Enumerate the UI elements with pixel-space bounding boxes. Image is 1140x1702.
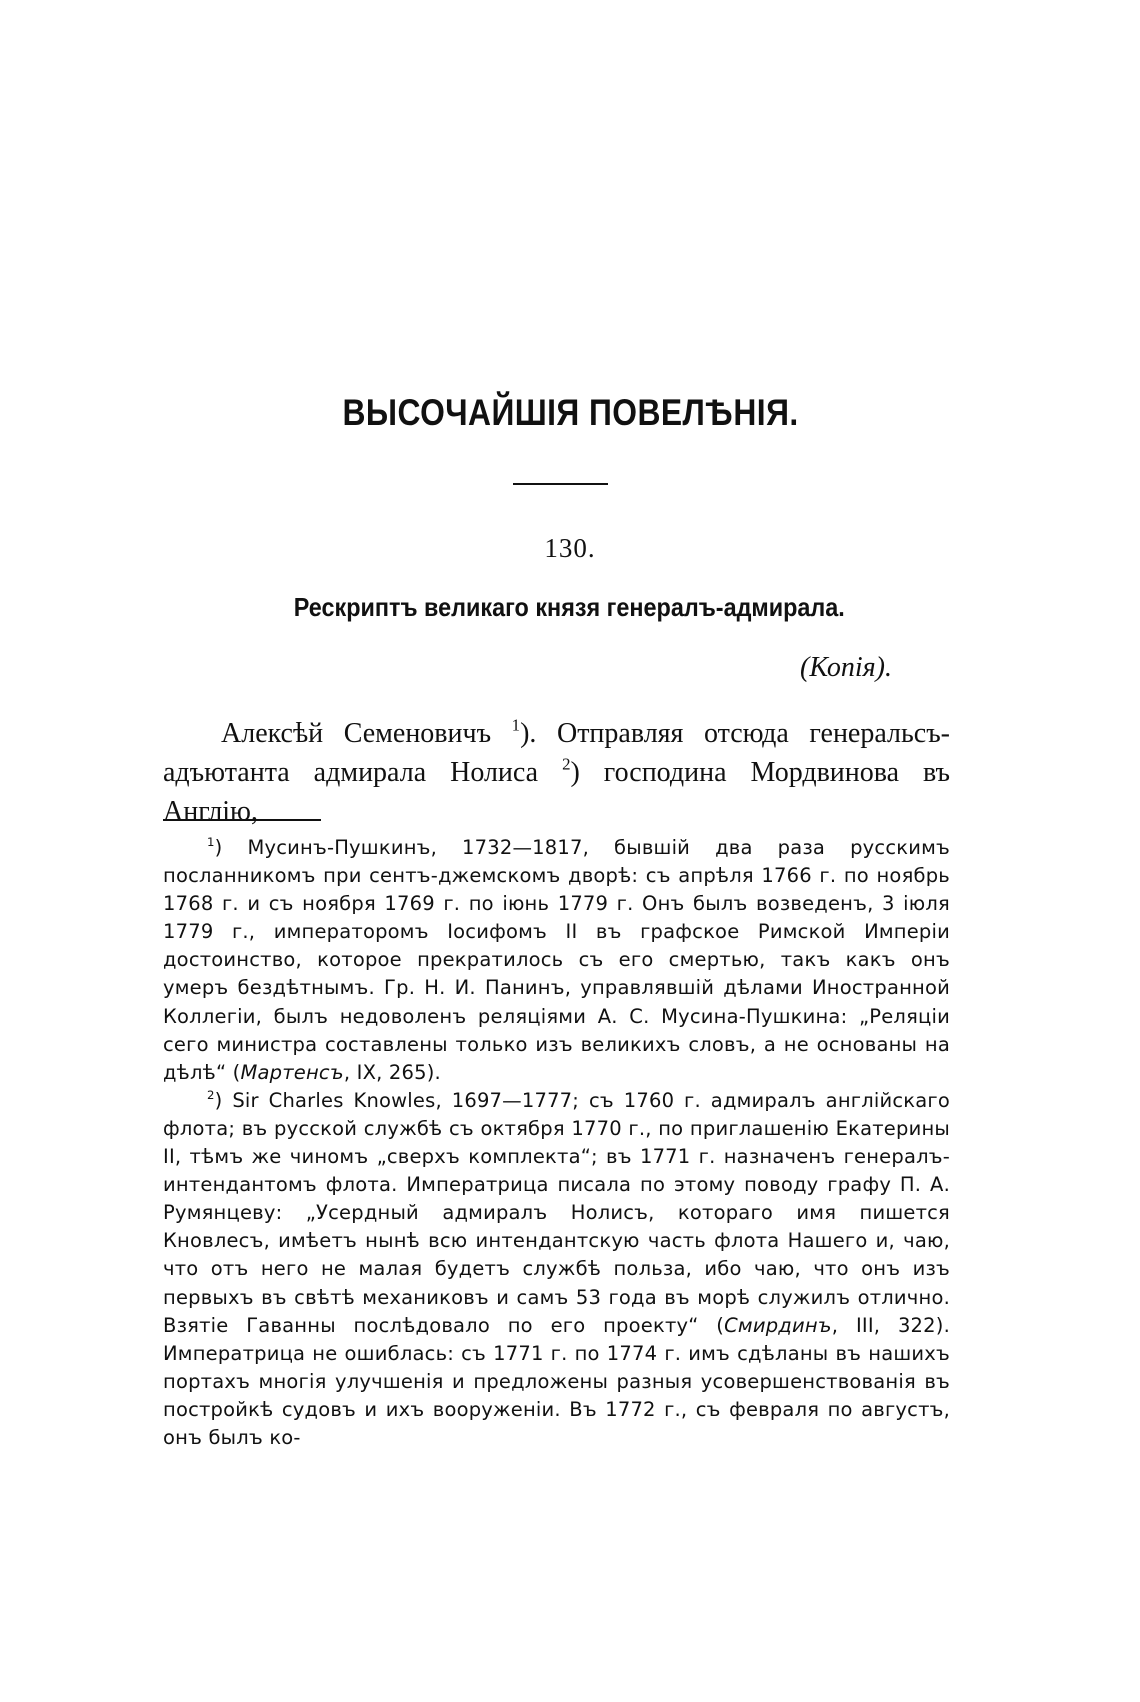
footnote-divider [163, 819, 321, 821]
document-number: 130. [544, 533, 596, 563]
footnote-text: ) Мусинъ-Пушкинъ, 1732—1817, бывшій два раза русскимъ посланникомъ при сентъ-джемскомъ дворѣ: съ апрѣля 1766 г. по ноябрь 1768 г. и съ ноября 1769 г. по іюнь 1779 г. Онъ былъ возведенъ, 3 іюля 1779 г., императоромъ Іосифомъ II въ графское Римской Имперіи достоинство, которое прекратилось съ его смертью, такъ какъ онъ умеръ бездѣтнымъ. Гр. Н. И. Панинъ, управлявшій дѣлами Иностранной Коллегіи, былъ недоволенъ реляціями А. С. Мусина-Пушкина: „Реляціи сего министра составлены только изъ великихъ словъ, а не основаны на дѣлѣ“ ( [163, 836, 950, 1084]
document-heading: Рескриптъ великаго князя генералъ-адмирала. [293, 592, 845, 622]
title-divider [513, 483, 608, 485]
footnote-ref-1: 1 [511, 715, 521, 735]
footnotes [163, 834, 950, 1452]
footnote-text: ) Sir Charles Knowles, 1697—1777; съ 1760 г. адмиралъ англійскаго флота; въ русской службѣ съ октября 1770 г., по приглашенію Екатерины II, тѣмъ же чиномъ „сверхъ комплекта“; въ 1771 г. назначенъ генералъ-интендантомъ флота. Императрица писала по этому поводу графу П. А. Румянцеву: „Усердный адмиралъ Нолисъ, котораго имя пишется Кновлесъ, имѣетъ нынѣ всю интендантскую часть флота Нашего и, чаю, что отъ него не малая будетъ службѣ польза, ибо чаю, что онъ изъ первыхъ въ свѣтѣ механиковъ и самъ 53 года въ морѣ служилъ отлично. Взятіе Гаванны послѣдовало по его проекту“ ( [163, 1088, 950, 1337]
footnote-text-end: , IX, 265). [343, 1060, 441, 1084]
footnote-2 [163, 1087, 950, 1452]
section-title: ВЫСОЧАЙШІЯ ПОВЕЛѢНІЯ. [342, 392, 799, 433]
body-text-end: ) господина Мордвинова въ Англію, [163, 757, 951, 827]
footnote-1 [163, 834, 950, 1087]
footnote-mark: 1 [207, 834, 215, 849]
copy-note: (Копія). [800, 652, 892, 683]
footnote-source: Мартенсъ [240, 1060, 344, 1084]
footnote-ref-2: 2 [562, 754, 571, 774]
body-text-middle: ). Отправляя отсюда генеральсъ-адъютанта адмирала Нолиса [163, 718, 951, 788]
footnote-source: Смирдинъ [724, 1313, 832, 1337]
footnote-mark: 2 [207, 1087, 215, 1102]
body-paragraph [163, 714, 950, 831]
footnote-text-end: , III, 322). Императрица не ошиблась: съ 1771 г. по 1774 г. имъ сдѣланы въ нашихъ портахъ многія улучшенія и предложены разныя усовершенствованія въ постройкѣ судовъ и ихъ вооруженіи. Въ 1772 г., съ февраля по августъ, онъ былъ ко- [163, 1313, 950, 1449]
body-text-start: Алексѣй Семеновичъ [221, 718, 492, 749]
